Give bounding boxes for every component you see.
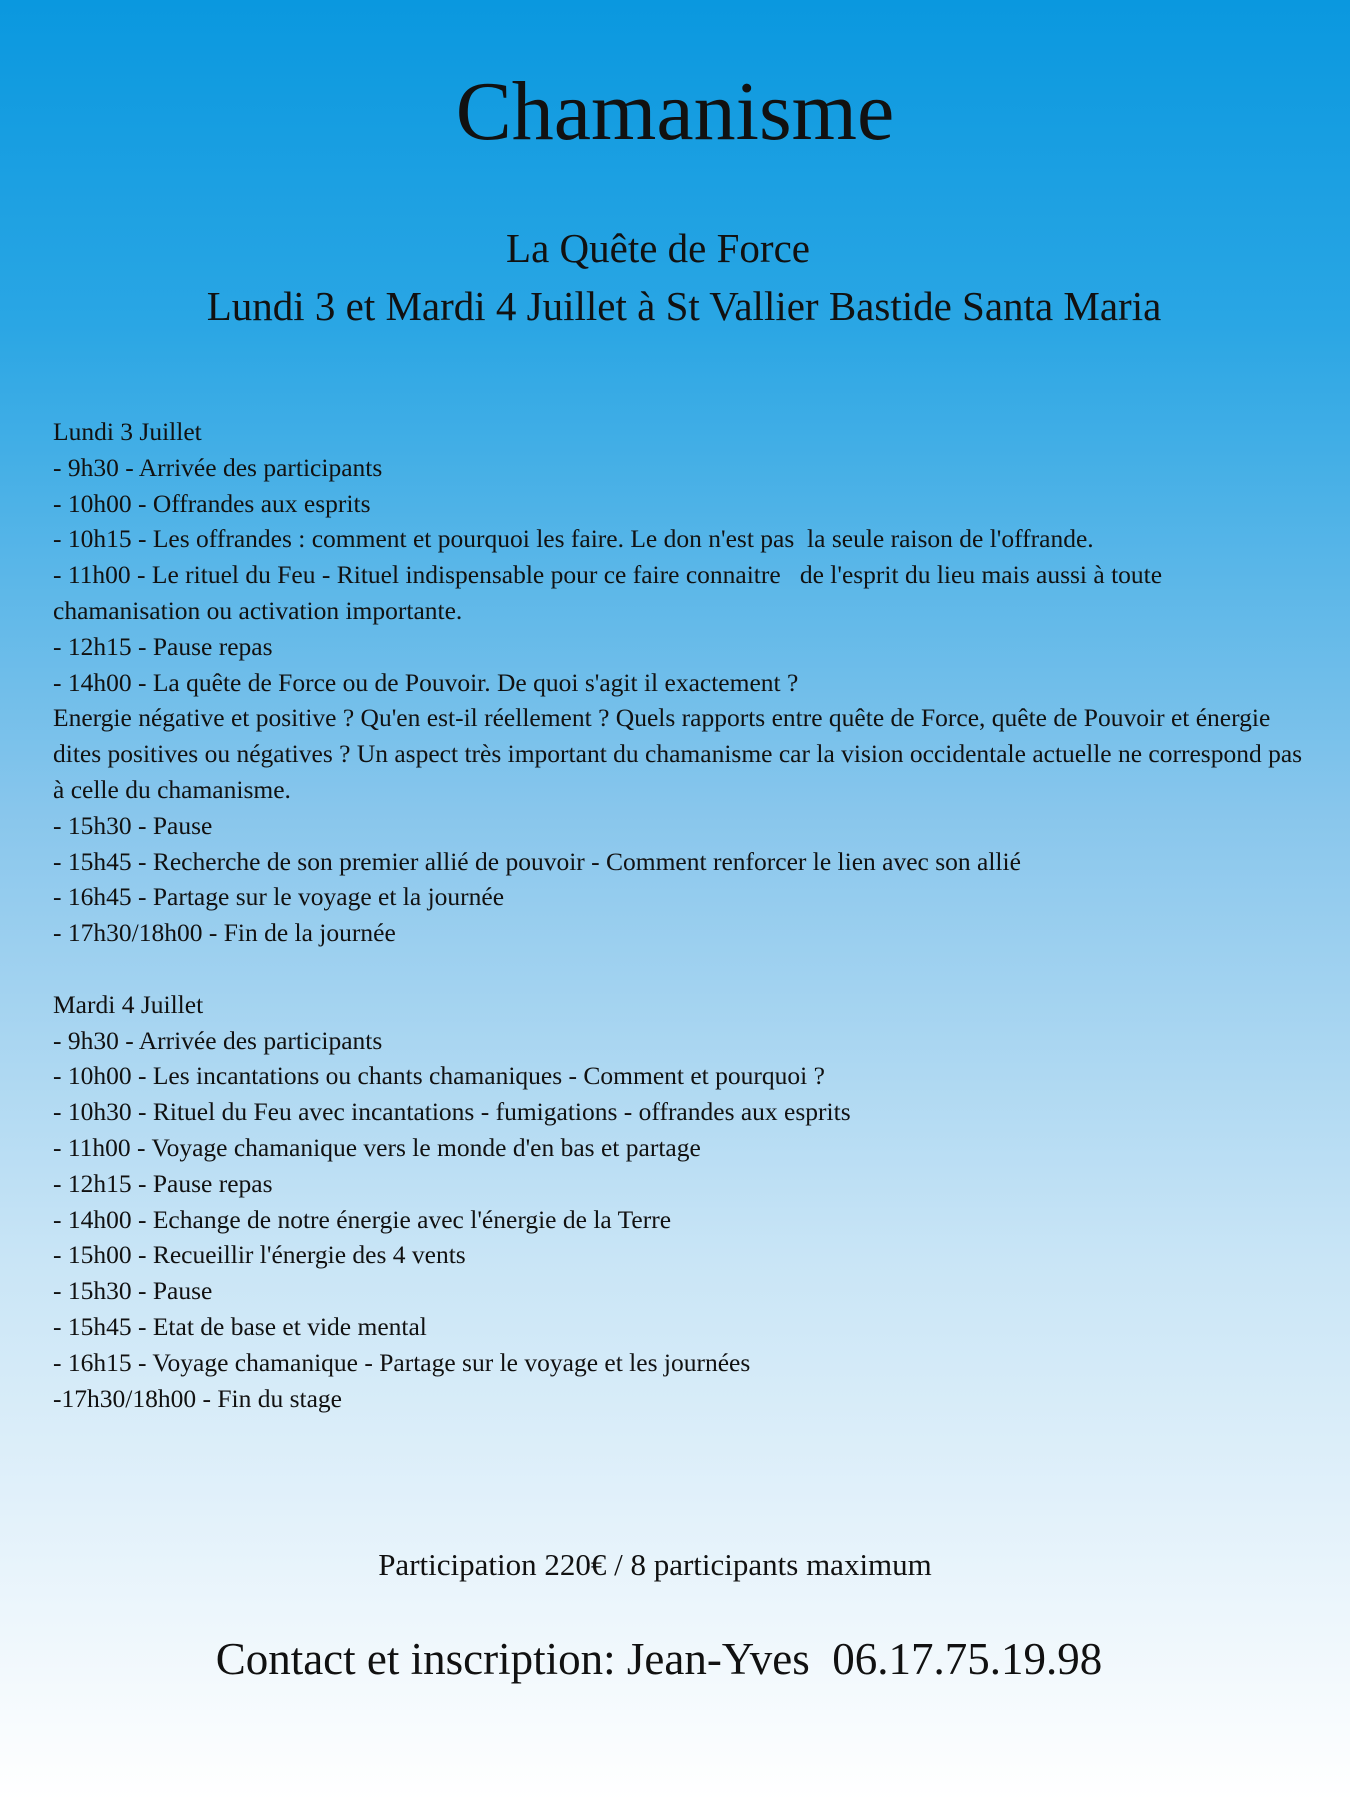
schedule-item: - 9h30 - Arrivée des participants [53, 452, 383, 482]
day-heading-monday: Lundi 3 Juillet [53, 417, 202, 446]
contact-info: Contact et inscription: Jean-Yves 06.17.75.19.98 [215, 1634, 1103, 1684]
schedule-item: - 16h15 - Voyage chamanique - Partage sur le voyage et les journées [53, 1347, 751, 1377]
subtitle-dates-location: Lundi 3 et Mardi 4 Juillet à St Vallier Bastide Santa Maria [206, 283, 1162, 329]
schedule-item: - 15h30 - Pause [53, 1276, 213, 1306]
schedule-item: - 14h00 - La quête de Force ou de Pouvoir. De quoi s'agit il exactement ? [53, 667, 799, 697]
schedule-item: - 11h00 - Le rituel du Feu - Rituel indispensable pour ce faire connaitre de l'esprit du lieu mais aussi à toute chamanisation ou activation importante. [53, 560, 1169, 625]
schedule-item: - 11h00 - Voyage chamanique vers le monde d'en bas et partage [53, 1132, 701, 1162]
schedule-item: - 15h45 - Recherche de son premier allié de pouvoir - Comment renforcer le lien avec son allié [53, 846, 1021, 876]
schedule-item: - 12h15 - Pause repas [53, 631, 273, 661]
schedule-item: - 10h00 - Les incantations ou chants chamaniques - Comment et pourquoi ? [53, 1061, 825, 1091]
day-heading-tuesday: Mardi 4 Juillet [53, 989, 204, 1019]
schedule-item: - 10h00 - Offrandes aux esprits [53, 488, 371, 518]
schedule-item: - 9h30 - Arrivée des participants [53, 1025, 383, 1055]
schedule-item: - 12h15 - Pause repas [53, 1168, 273, 1198]
schedule-item: - 15h45 - Etat de base et vide mental [53, 1311, 427, 1341]
schedule-item: - 15h30 - Pause [53, 810, 213, 840]
participation-info: Participation 220€ / 8 participants maximum [378, 1547, 932, 1582]
schedule-description: Energie négative et positive ? Qu'en est-il réellement ? Quels rapports entre quête de Force, quête de Pouvoir et énergie dites positives ou négatives ? Un aspect très important du chamanisme car la vision occidentale actuelle ne correspond pas à celle du chamanisme. [53, 703, 1309, 804]
section-spacer [53, 951, 1303, 987]
schedule-item: -17h30/18h00 - Fin du stage [53, 1383, 342, 1413]
schedule-item: - 10h15 - Les offrandes : comment et pourquoi les faire. Le don n'est pas la seule raison de l'offrande. [53, 524, 1094, 554]
schedule-item: - 17h30/18h00 - Fin de la journée [53, 918, 396, 948]
schedule-item: - 16h45 - Partage sur le voyage et la journée [53, 882, 505, 912]
program-schedule [53, 414, 1309, 1416]
page-title: Chamanisme [455, 65, 895, 158]
schedule-item: - 14h00 - Echange de notre énergie avec l'énergie de la Terre [53, 1204, 672, 1234]
subtitle-event-name: La Quête de Force [506, 225, 810, 271]
schedule-item: - 10h30 - Rituel du Feu avec incantations - fumigations - offrandes aux esprits [53, 1097, 851, 1127]
schedule-item: - 15h00 - Recueillir l'énergie des 4 vents [53, 1240, 466, 1270]
